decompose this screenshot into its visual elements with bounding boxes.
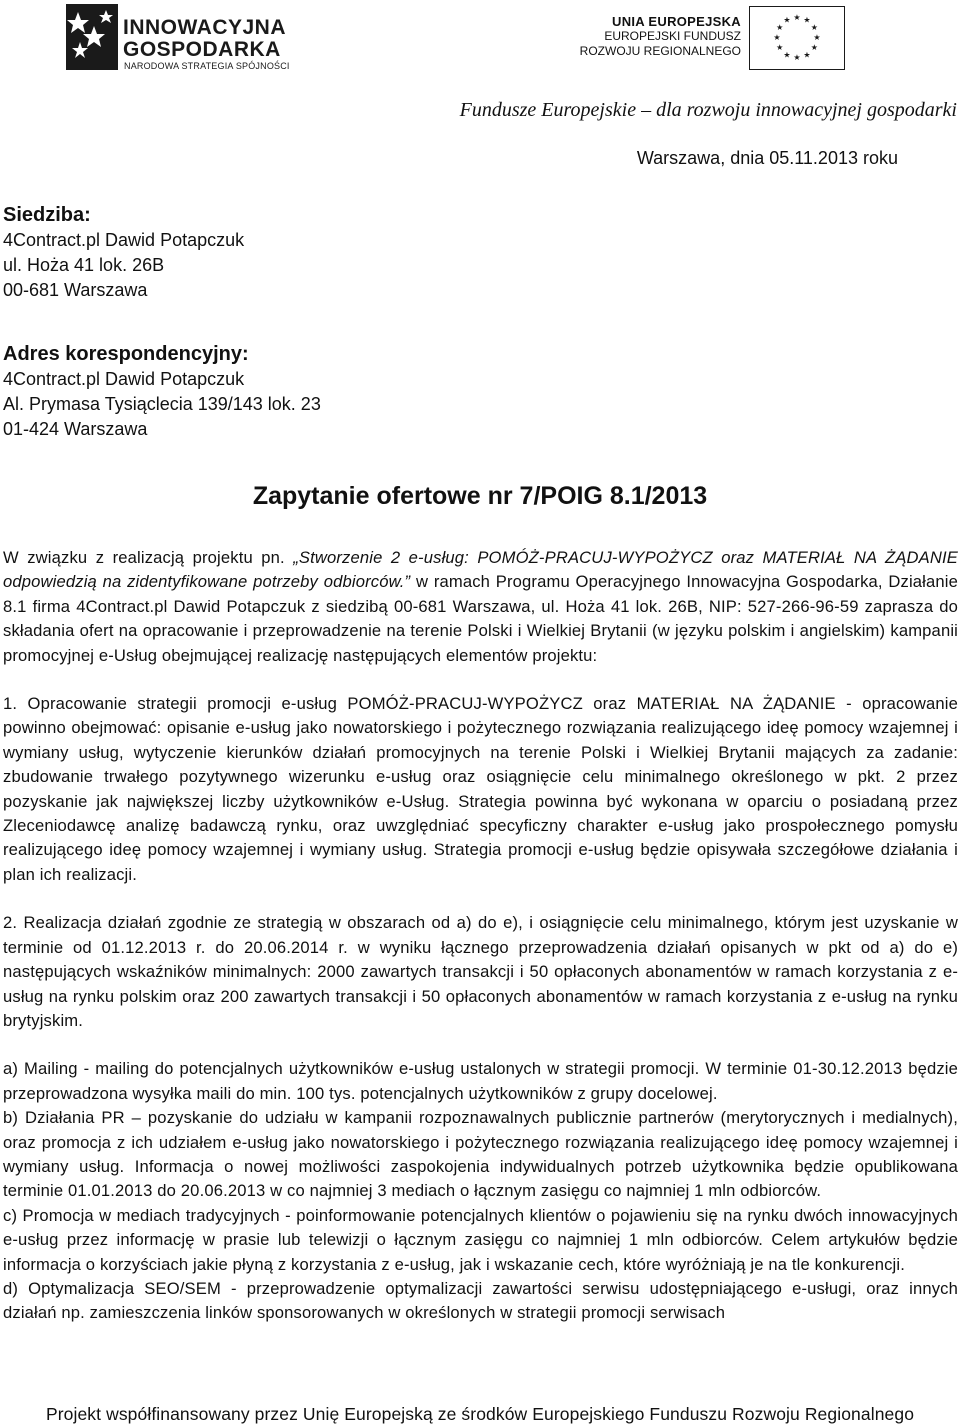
eu-logo	[579, 6, 845, 72]
svg-text:★: ★	[810, 43, 818, 52]
svg-text:★: ★	[773, 33, 781, 42]
correspondence-line-1: 4Contract.pl Dawid Potapczuk	[3, 369, 245, 389]
eu-logo-text	[541, 14, 741, 59]
page-footer: Projekt współfinansowany przez Unię Europejską ze środków Europejskiego Funduszu Rozwoju Regionalnego	[45, 1404, 915, 1424]
paragraph-2: 2. Realizacja działań zgodnie ze strategią w obszarach od a) do e), i osiągnięcie celu minimalnego, którym jest uzyskanie w terminie od 01.12.2013 r. do 20.06.2014 r. w wyniku łącznego przeprowadzenia działań opisanych w pkt od a) do e) następujących wskaźników minimalnych: 2000 zawartych transakcji i 50 opłaconych abonamentów w ramach korzystania z e-usług na rynku polskim oraz 200 zawartych transakcji i 50 opłaconych abonamentów w ramach korzystania z e-usług na rynku brytyjskim.	[3, 913, 958, 1030]
svg-text:★: ★	[783, 50, 791, 60]
innowacyjna-gospodarka-logo	[64, 4, 304, 70]
svg-text:★: ★	[803, 50, 811, 60]
svg-text:★: ★	[776, 23, 784, 32]
eu-logo-line-3: ROZWOJU REGIONALNEGO	[579, 44, 741, 58]
svg-text:★: ★	[776, 43, 784, 52]
headquarters-label: Siedziba:	[3, 204, 91, 226]
paragraph-a: a) Mailing - mailing do potencjalnych użytkowników e-usług ustalonych w strategii promocji. W terminie 01-30.12.2013 będzie przeprowadzona wysyłka maili do min. 100 tys. potencjalnych użytkowników z grupy docelowej.	[3, 1059, 958, 1103]
correspondence-address-block	[3, 341, 321, 442]
headquarters-line-2: ul. Hoża 41 lok. 26B	[3, 255, 165, 275]
svg-text:★: ★	[803, 15, 811, 25]
correspondence-line-2: Al. Prymasa Tysiąclecia 139/143 lok. 23	[3, 394, 321, 414]
headquarters-line-3: 00-681 Warszawa	[3, 280, 148, 300]
correspondence-address-label: Adres korespondencyjny:	[3, 343, 249, 365]
correspondence-line-3: 01-424 Warszawa	[3, 419, 148, 439]
logo-line-2: GOSPODARKA	[123, 38, 281, 61]
page-header	[0, 0, 960, 80]
document-body	[3, 546, 958, 1326]
project-name: „Stworzenie 2 e-usług: POMÓŻ-PRACUJ-WYPOŻYCZ oraz MATERIAŁ NA ŻĄDANIE odpowiedzią na zidentyfikowane potrzeby odbiorców.”	[3, 548, 959, 592]
logo-line-3: NARODOWA STRATEGIA SPÓJNOŚCI	[124, 61, 290, 71]
paragraph-d: d) Optymalizacja SEO/SEM - przeprowadzenie optymalizacji zawartości serwisu udostępniającego e-usługi, oraz innych działań np. zamieszczenia linków sponsorowanych w określonych w strategii promocji serwisach	[3, 1278, 958, 1323]
stars-emblem-icon	[64, 4, 120, 70]
svg-text:★: ★	[810, 23, 818, 32]
svg-text:★: ★	[783, 15, 791, 25]
svg-text:★: ★	[793, 13, 801, 22]
eu-logo-line-1: UNIA EUROPEJSKA	[612, 14, 741, 29]
svg-text:★: ★	[793, 53, 801, 62]
intro-after: w ramach Programu Operacyjnego Innowacyjna Gospodarka, Działanie 8.1 firma 4Contract.pl Dawid Potapczuk z siedzibą 00-681 Warszawa, ul. Hoża 41 lok. 26B, NIP: 527-266-96-59 zaprasza do składania ofert na opracowanie i przeprowadzenie na terenie Polski i Wielkiej Brytanii (w języku polskim i angielskim) kampanii promocyjnej e-Usług obejmującej realizację następujących elementów projektu:	[3, 572, 958, 665]
headquarters-block	[3, 202, 244, 303]
intro-paragraph	[3, 546, 958, 668]
logo-line-1: INNOWACYJNA	[123, 16, 287, 39]
eu-flag-icon	[749, 6, 845, 70]
date-line: Warszawa, dnia 05.11.2013 roku	[636, 148, 898, 168]
eu-logo-line-2: EUROPEJSKI FUNDUSZ	[604, 29, 741, 43]
document-title: Zapytanie ofertowe nr 7/POIG 8.1/2013	[252, 482, 708, 510]
paragraph-c: c) Promocja w mediach tradycyjnych - poinformowanie potencjalnych klientów o pojawieniu się na rynku dwóch innowacyjnych e-usług przez informację w prasie lub telewizji o łącznym zasięgu co najmniej 1 mln odbiorców. Celem artykułów będzie informacja o korzyściach jakie płyną z korzystania z e-usług, jak i wskazanie cech, które wyróżniają je na tle konkurencji.	[3, 1205, 958, 1274]
paragraph-1: 1. Opracowanie strategii promocji e-usług POMÓŻ-PRACUJ-WYPOŻYCZ oraz MATERIAŁ NA ŻĄDANIE - opracowanie powinno obejmować: opisanie e-usług jako nowatorskiego i pożytecznego rozwiązania realizującego ideę pomocy wzajemnej i wymiany usług, wytyczenie kierunków działań promocyjnych na terenie Polski i Wielkiej Brytanii mających za zadanie: zbudowanie trwałego pozytywnego wizerunku e-usług oraz osiągnięcie celu minimalnego określonego w pkt. 2 przez pozyskanie jak największej liczby użytkowników e-Usług. Strategia powinna być wykonana w oparciu o posiadaną przez Zleceniodawcę analizę badawczą rynku, oraz uwzględniać specyficzny charakter e-usług jako prospołecznego pomysłu realizującego ideę pomocy wzajemnej i wymiany usług. Strategia promocji e-usług będzie opisywała szczegółowe działania i plan ich realizacji.	[3, 694, 958, 884]
paragraph-b: b) Działania PR – pozyskanie do udziału w kampanii rozpoznawalnych publicznie partnerów (merytorycznych i medialnych), oraz promocja z ich udziałem e-usług jako nowatorskiego i pożytecznego rozwiązania realizującego ideę pomocy wzajemnej i wymiany usług. Informacja o nowej możliwości zaspokojenia indywidualnych potrzeb użytkownika będzie opublikowana terminie 01.01.2013 do 20.06.2013 w co najmniej 3 mediach o łącznym zasięgu co najmniej 1 mln odbiorców.	[3, 1108, 958, 1201]
intro-before: W związku z realizacją projektu pn.	[3, 548, 294, 567]
tagline: Fundusze Europejskie – dla rozwoju innowacyjnej gospodarki	[459, 99, 957, 121]
svg-text:★: ★	[813, 33, 821, 42]
headquarters-line-1: 4Contract.pl Dawid Potapczuk	[3, 230, 245, 250]
